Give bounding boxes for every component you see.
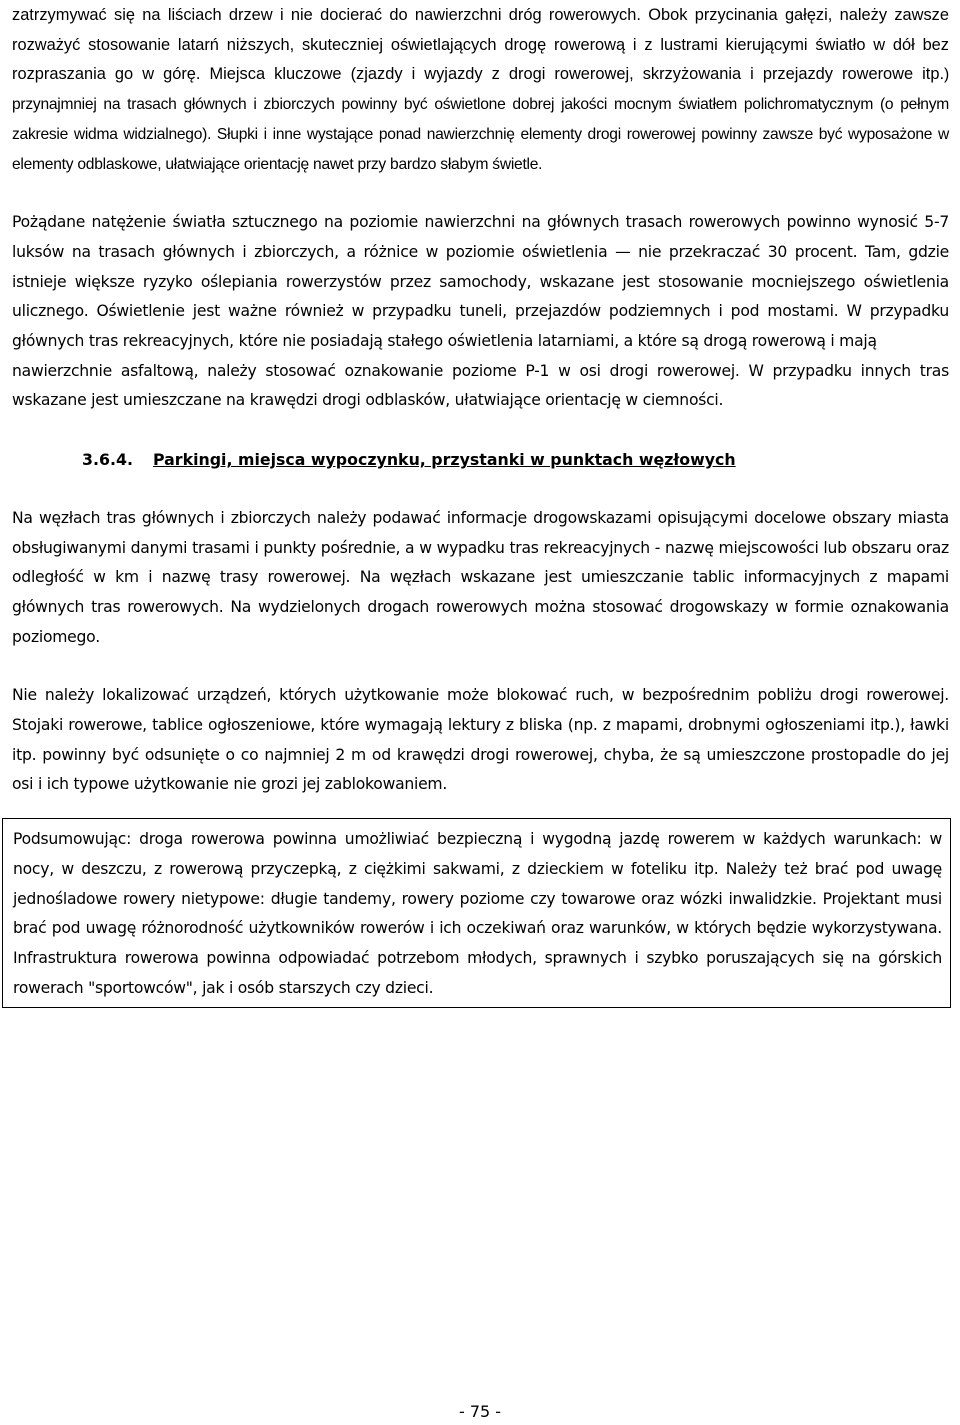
- intro-paragraph-part2: ) przynajmniej na trasach głównych i zbiorczych powinny być oświetlone dobrej jakości mocnym światłem polichromatycznym (o pełnym zakresie widma widzialnego). Słupki i inne wystające ponad nawierzchnię elementy drogi rowerowej powinny zawsze być wyposażone w elementy odblaskowe, ułatwiające orientację nawet przy bardzo słabym świetle.: [12, 66, 949, 173]
- lighting-paragraph-part1: Pożądane natężenie światła sztucznego na poziomie nawierzchni na głównych trasach rowerowych powinno wynosić 5-7 luksów na trasach głównych i zbiorczych, a różnice w poziomie oświetlenia — nie przekraczać 30 procent. Tam, gdzie istnieje większe ryzyko oślepiania rowerzystów przez samochody, wskazane jest stosowanie mocniejszego oświetlenia ulicznego. Oświetlenie jest ważne również w przypadku tuneli, przejazdów podziemnych i pod mostami. W przypadku głównych tras rekreacyjnych, które nie posiadają stałego oświetlenia latarniami, a które są drogą rowerową i mają: [12, 213, 949, 351]
- document-page: [12, 0, 949, 1008]
- section-title: Parkingi, miejsca wypoczynku, przystanki w punktach węzłowych: [152, 450, 736, 470]
- section-number: 3.6.4.: [82, 450, 133, 470]
- section-heading: [12, 445, 949, 475]
- obstacles-paragraph: Nie należy lokalizować urządzeń, których użytkowanie może blokować ruch, w bezpośrednim pobliżu drogi rowerowej. Stojaki rowerowe, tablice ogłoszeniowe, które wymagają lektury z bliska (np. z mapami, drobnymi ogłoszeniami itp.), ławki itp. powinny być odsunięte o co najmniej 2 m od krawędzi drogi rowerowej, chyba, że są umieszczone prostopadle do jej osi i ich typowe użytkowanie nie grozi jej zablokowaniem.: [12, 686, 949, 794]
- intro-paragraph: [12, 0, 949, 179]
- intro-paragraph-part1: zatrzymywać się na liściach drzew i nie docierać do nawierzchni dróg rowerowych. Obok przycinania gałęzi, należy zawsze rozważyć stosowanie latarń niższych, skuteczniej oświetlających drogę rowerową i z lustrami kierującymi światło w dół bez rozpraszania go w górę. Miejsca kluczowe (zjazdy i wyjazdy z drogi rowerowej, skrzyżowania i przejazdy rowerowe itp.: [12, 6, 949, 84]
- lighting-paragraph-part2: nawierzchnie asfaltową, należy stosować oznakowanie poziome P-1 w osi drogi rowerowej. W przypadku innych tras wskazane jest umieszczane na krawędzi drogi odblasków, ułatwiające orientację w ciemności.: [12, 361, 949, 410]
- lighting-paragraph: [12, 208, 949, 416]
- summary-paragraph: Podsumowując: droga rowerowa powinna umożliwiać bezpieczną i wygodną jazdę rowerem w każdych warunkach: w nocy, w deszczu, z rowerową przyczepką, z ciężkimi sakwami, z dzieckiem w foteliku itp. Należy też brać pod uwagę jednośladowe rowery nietypowe: długie tandemy, rowery poziome czy towarowe oraz wózki inwalidzkie. Projektant musi brać pod uwagę różnorodność użytkowników rowerów i ich oczekiwań oraz warunków, w których będzie wykorzystywana. Infrastruktura rowerowa powinna odpowiadać potrzebom młodych, sprawnych i szybko poruszających się na górskich rowerach "sportowców", jak i osób starszych czy dzieci.: [13, 830, 942, 997]
- paragraph-spacer: [12, 179, 949, 208]
- nodes-paragraph: Na węzłach tras głównych i zbiorczych należy podawać informacje drogowskazami opisującymi docelowe obszary miasta obsługiwanymi danymi trasami i punkty pośrednie, a w wypadku tras rekreacyjnych - nazwę miejscowości lub obszaru oraz odległość w km i nazwę trasy rowerowej. Na węzłach wskazane jest umieszczanie tablic informacyjnych z mapami głównych tras rowerowych. Na wydzielonych drogach rowerowych można stosować drogowskazy w formie oznakowania poziomego.: [12, 508, 949, 646]
- page-number: - 75 -: [458, 1402, 502, 1421]
- paragraph-spacer: [12, 652, 949, 681]
- paragraph-spacer: [12, 416, 949, 445]
- paragraph-spacer: [12, 475, 949, 504]
- summary-box: [2, 818, 951, 1008]
